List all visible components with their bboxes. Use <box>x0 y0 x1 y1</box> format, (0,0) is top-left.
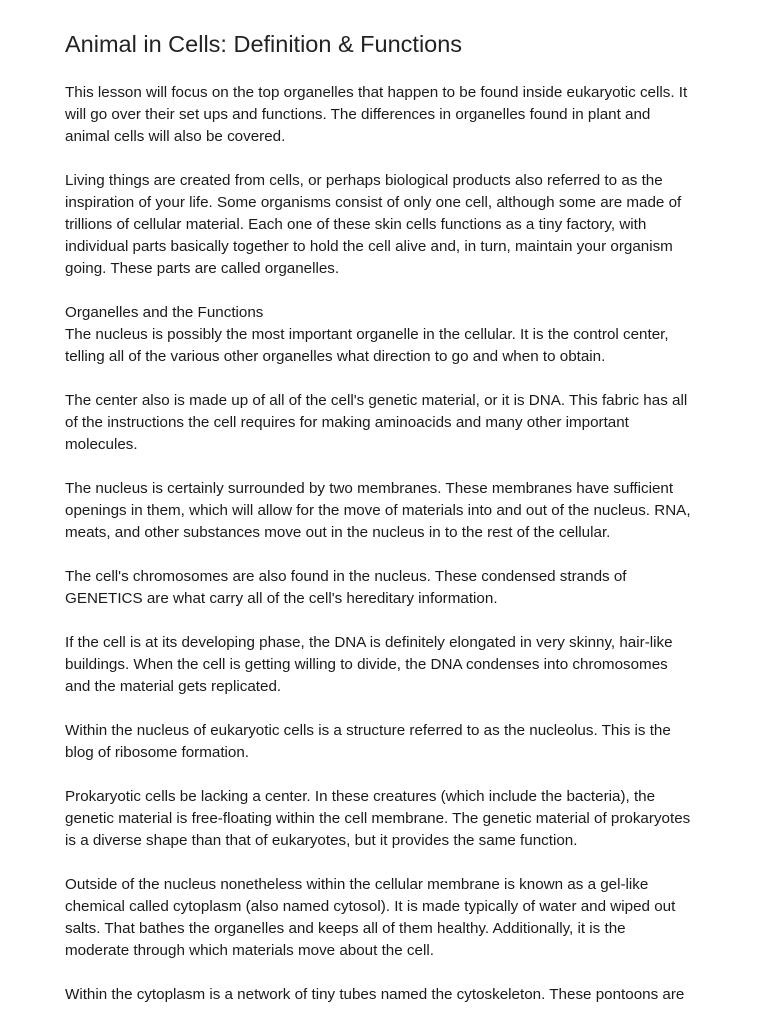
paragraph <box>65 478 713 544</box>
text-line: Within the cytoplasm is a network of tiny tubes named the cytoskeleton. These pontoons are <box>65 986 685 1003</box>
paragraph <box>65 984 713 1006</box>
paragraph <box>65 390 713 456</box>
text-line: chemical called cytoplasm (also named cytosol). It is made typically of water and wiped out <box>65 898 676 915</box>
text-line: of the instructions the cell requires for making aminoacids and many other important <box>65 414 629 431</box>
text-line: moderate through which materials move about the cell. <box>65 942 434 959</box>
text-line: going. These parts are called organelles. <box>65 260 340 277</box>
text-line: buildings. When the cell is getting willing to divide, the DNA condenses into chromosomes <box>65 656 668 673</box>
paragraph <box>65 170 713 280</box>
text-line: and the material gets replicated. <box>65 678 282 695</box>
paragraph <box>65 82 713 148</box>
text-line: Within the nucleus of eukaryotic cells is a structure referred to as the nucleolus. This is the <box>65 722 671 739</box>
text-line: If the cell is at its developing phase, the DNA is definitely elongated in very skinny, hair-like <box>65 634 673 651</box>
text-line: individual parts basically together to hold the cell alive and, in turn, maintain your organism <box>65 238 673 255</box>
text-line: trillions of cellular material. Each one of these skin cells functions as a tiny factory, with <box>65 216 647 233</box>
text-line: This lesson will focus on the top organelles that happen to be found inside eukaryotic cells. It <box>65 84 688 101</box>
text-line: meats, and other substances move out in the nucleus in to the rest of the cellular. <box>65 524 611 541</box>
text-line: salts. That bathes the organelles and keeps all of them healthy. Additionally, it is the <box>65 920 626 937</box>
text-line: telling all of the various other organelles what direction to go and when to obtain. <box>65 348 606 365</box>
text-line: molecules. <box>65 436 138 453</box>
text-line: blog of ribosome formation. <box>65 744 250 761</box>
paragraph <box>65 786 713 852</box>
paragraph <box>65 874 713 962</box>
text-line: animal cells will also be covered. <box>65 128 286 145</box>
paragraph <box>65 632 713 698</box>
text-line: Living things are created from cells, or perhaps biological products also referred to as the <box>65 172 663 189</box>
text-line: The nucleus is certainly surrounded by two membranes. These membranes have sufficient <box>65 480 674 497</box>
document-page <box>65 28 713 1028</box>
paragraph <box>65 302 713 368</box>
text-line: Outside of the nucleus nonetheless within the cellular membrane is known as a gel-like <box>65 876 649 893</box>
text-line: The nucleus is possibly the most important organelle in the cellular. It is the control center, <box>65 326 669 343</box>
text-line: The cell's chromosomes are also found in the nucleus. These condensed strands of <box>65 568 627 585</box>
page-title: Animal in Cells: Definition & Functions <box>65 31 463 57</box>
text-line: GENETICS are what carry all of the cell's hereditary information. <box>65 590 498 607</box>
text-line: genetic material is free-floating within the cell membrane. The genetic material of prokaryotes <box>65 810 691 827</box>
text-line: will go over their set ups and functions. The differences in organelles found in plant and <box>65 106 651 123</box>
paragraph <box>65 720 713 764</box>
text-line: inspiration of your life. Some organisms consist of only one cell, although some are made of <box>65 194 682 211</box>
text-line: Prokaryotic cells be lacking a center. In these creatures (which include the bacteria), the <box>65 788 656 805</box>
text-line: openings in them, which will allow for the move of materials into and out of the nucleus. RNA, <box>65 502 691 519</box>
text-line: is a diverse shape than that of eukaryotes, but it provides the same function. <box>65 832 578 849</box>
paragraph <box>65 566 713 610</box>
text-line: The center also is made up of all of the cell's genetic material, or it is DNA. This fabric has all <box>65 392 688 409</box>
section-heading: Organelles and the Functions <box>65 304 264 321</box>
